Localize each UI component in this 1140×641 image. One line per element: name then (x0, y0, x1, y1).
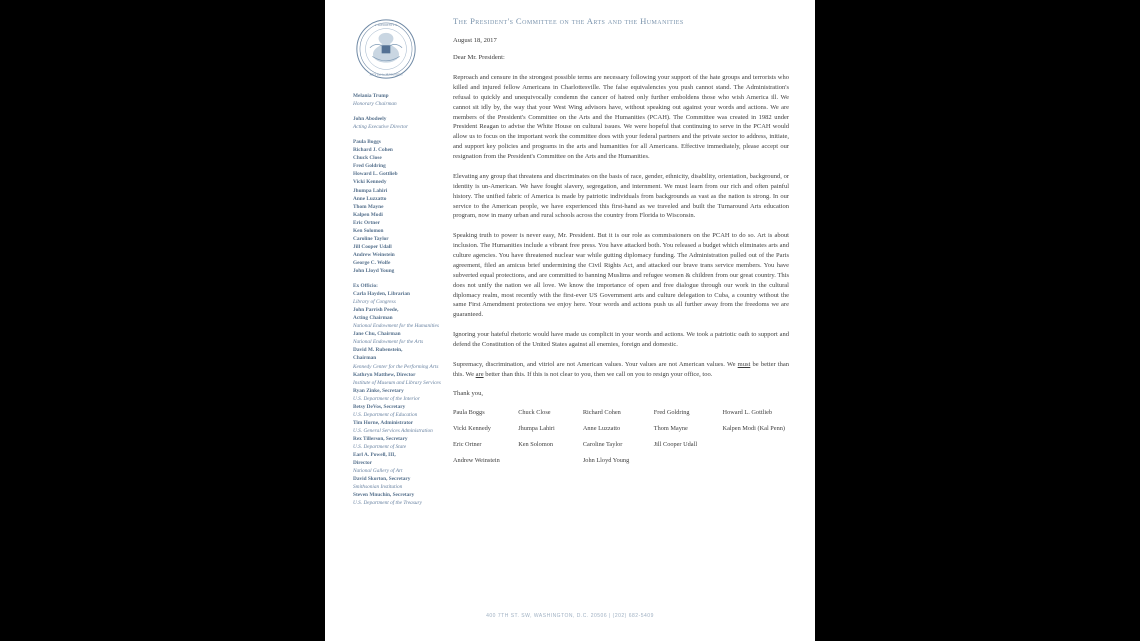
signature-grid (453, 409, 789, 473)
signer-name: Vicki Kennedy (453, 424, 491, 432)
rail-ex-officio-heading: Ex Officio: (353, 283, 378, 290)
letterhead-footer-address: 400 7TH ST. SW, WASHINGTON, D.C. 20506 | (202) 682-5409 (486, 613, 654, 619)
rail-person-name: David Skorton, Secretary (353, 476, 411, 483)
rail-person-org: U.S. General Services Administration (353, 427, 433, 434)
rail-person-name: Kathryn Matthew, Director (353, 371, 416, 378)
rail-person-name: Tim Horne, Administrator (353, 419, 414, 426)
signer-empty (654, 457, 723, 473)
rail-ex-officio-0 (353, 290, 445, 306)
rail-person-org: Smithsonian Institution (353, 484, 403, 491)
rail-member-1: Richard J. Cohen (353, 147, 393, 154)
rail-member-3: Fred Goldring (353, 163, 386, 170)
signature-row (453, 457, 789, 473)
letter-paragraph-0: Reproach and censure in the strongest possible terms are necessary following your support of the hate groups and terrorists who killed and injured fellow Americans in Charlottesville. The false equivalencies you push cannot stand. The Administration's refusal to quickly and unequivocally condemn the cancer of hatred only further emboldens those who wish America ill. We cannot sit idly by, the way that your West Wing advisors have, without speaking out against your words and actions. We are members of the President's Committee on the Arts and the Humanities (PCAH). The Committee was created in 1982 under President Reagan to advise the White House on cultural issues. We were hopeful that continuing to serve in the PCAH would allow us to focus on the important work the committee does with your federal partners and the private sector to address, initiate, and support key policies and programs in the arts and humanities for all Americans. Effective immediately, please accept our resignation from the President's Committee on the Arts and the Humanities. (453, 74, 789, 160)
rail-ex-officio-10 (353, 475, 445, 491)
rail-member-15: George C. Wolfe (353, 259, 391, 266)
signature-row (453, 425, 789, 441)
signer-name: Howard L. Gottlieb (722, 408, 773, 416)
rail-member-5: Vicki Kennedy (353, 179, 387, 186)
rail-executive-director (353, 115, 445, 131)
letter-paragraph-3: Ignoring your hateful rhetoric would have made us complicit in your words and actions. We took a patriotic oath to support and defend the Constitution of the United States against all enemies, foreign and domestic. (453, 331, 789, 348)
rail-ex-officio-5 (353, 387, 445, 403)
signer-name: Anne Luzzatto (582, 424, 621, 432)
rail-ex-officio-9 (353, 451, 445, 475)
rail-ex-officio-3 (353, 346, 445, 370)
rail-person-name: Jane Chu, Chairman (353, 331, 401, 338)
rail-ex-officio-8 (353, 435, 445, 451)
signer-name: Richard Cohen (582, 408, 621, 416)
rail-person-org: National Gallery of Art (353, 468, 403, 475)
letter-salutation: Dear Mr. President: (453, 54, 505, 61)
rail-ex-officio-7 (353, 419, 445, 435)
signer-name: Ken Solomon (518, 440, 554, 448)
rail-person-name: Carla Hayden, Librarian (353, 291, 410, 298)
rail-person-org: U.S. Department of State (353, 443, 407, 450)
rail-ex-officio-6 (353, 403, 445, 419)
rail-person-role: Director (353, 460, 373, 467)
rail-person-role: Acting Chairman (353, 315, 393, 322)
rail-member-list (353, 138, 445, 275)
rail-member-16: John Lloyd Young (353, 267, 395, 274)
signature-row (453, 441, 789, 457)
letterhead-title: The President's Committee on the Arts and the Humanities (453, 16, 684, 26)
rail-person-org: U.S. Department of the Treasury (353, 500, 422, 507)
rail-person-role: Chairman (353, 355, 377, 362)
signer-name: Thom Mayne (653, 424, 688, 432)
rail-person-name: Melania Trump (353, 93, 389, 100)
presidential-seal-icon (355, 18, 417, 80)
rail-honorary-chairman (353, 92, 445, 108)
rail-member-2: Chuck Close (353, 155, 382, 162)
signature-row (453, 409, 789, 425)
letter-paragraphs (453, 73, 789, 350)
rail-ex-officio-2 (353, 330, 445, 346)
signer-name: Andrew Weinstein (453, 456, 500, 464)
signer-empty (723, 441, 789, 457)
svg-text:★ PRESIDENT'S ★: ★ PRESIDENT'S ★ (374, 24, 398, 28)
rail-person-org: Institute of Museum and Library Services (353, 379, 441, 386)
signer-name: Fred Goldring (653, 408, 690, 416)
letter-date: August 18, 2017 (453, 37, 497, 44)
rail-person-name: Betsy DeVos, Secretary (353, 403, 406, 410)
signer-empty (518, 457, 583, 473)
rail-person-org: National Endowment for the Humanities (353, 323, 439, 330)
letter-paragraph-1: Elevating any group that threatens and discriminates on the basis of race, gender, ethnicity, disability, orientation, background, or identity is un-American. We have fought slavery, segregation, and internment. We must learn from our rich and often painful history. The unified fabric of America is made by patriotic individuals from backgrounds as vast as the nation is strong. In our service to the American people, we have experienced this first-hand as we traveled and built the Turnaround Arts education program, now in many urban and rural schools across the country from Florida to Wisconsin. (453, 172, 789, 220)
rail-member-6: Jhumpa Lahiri (353, 187, 388, 194)
signer-name: John Lloyd Young (582, 456, 630, 464)
signer-name: Kalpen Modi (Kal Penn) (722, 424, 785, 432)
signer-name: Chuck Close (518, 408, 551, 416)
rail-person-name: Ryan Zinke, Secretary (353, 387, 404, 394)
signer-name: Paula Boggs (453, 408, 485, 416)
rail-person-org: U.S. Department of Education (353, 411, 418, 418)
rail-member-9: Kalpen Modi (353, 211, 383, 218)
signer-name: Eric Ortner (453, 440, 482, 448)
rail-person-name: Rex Tillerson, Secretary (353, 435, 408, 442)
rail-member-7: Anne Luzzatto (353, 195, 387, 202)
rail-member-12: Caroline Taylor (353, 235, 389, 242)
signer-name: Jhumpa Lahiri (518, 424, 555, 432)
letter-final-paragraph: Supremacy, discrimination, and vitriol are not American values. Your values are not American values. We must be better than this. We are better than this. If this is not clear to you, then we call on you to resign your office, too. (453, 360, 790, 378)
rail-person-org: Library of Congress (353, 299, 396, 306)
letter-body (453, 16, 789, 473)
rail-ex-officio-11 (353, 491, 445, 507)
letter-closing: Thank you, (453, 389, 484, 397)
rail-member-14: Andrew Weinstein (353, 251, 395, 258)
rail-person-org: National Endowment for the Arts (353, 339, 424, 346)
letter-page (325, 0, 815, 641)
rail-person-name: Steven Mnuchin, Secretary (353, 492, 415, 499)
rail-member-11: Ken Solomon (353, 227, 384, 234)
rail-ex-officio-list (353, 290, 445, 507)
rail-member-13: Jill Cooper Udall (353, 243, 392, 250)
signer-name: Caroline Taylor (582, 440, 623, 448)
svg-text:ARTS and the HUMANITIES: ARTS and the HUMANITIES (369, 73, 403, 77)
letterhead-sidebar (353, 14, 445, 507)
rail-ex-officio-4 (353, 371, 445, 387)
rail-person-name: John Parrish Peede, (353, 307, 399, 314)
rail-ex-officio-1 (353, 306, 445, 330)
rail-member-0: Paula Boggs (353, 139, 381, 146)
rail-member-8: Thom Mayne (353, 203, 384, 210)
letter-paragraph-2: Speaking truth to power is never easy, Mr. President. But it is our role as commissioners on the PCAH to do so. Art is about inclusion. The Humanities include a vibrant free press. You have attacked both. You released a budget which eliminates arts and culture agencies. You have threatened nuclear war while gutting diplomacy funding. The Administration pulled out of the Paris agreement, filed an amicus brief undermining the Civil Rights Act, and attacked our brave trans service members. You have subverted equal protections, and are committed to banning Muslims and refugee women & children from our great country. This does not unify the nation we all love. We know the importance of open and free dialogue through our work in the cultural diplomacy realm, most recently with the first-ever US Government arts and culture delegation to Cuba, a country without the same First Amendment protections we enjoy here. Your words and actions push us all further away from the freedoms we are guaranteed. (453, 232, 789, 319)
rail-person-org: U.S. Department of the Interior (353, 395, 420, 402)
rail-person-name: David M. Rubenstein, (353, 347, 403, 354)
signer-empty (723, 457, 789, 473)
rail-person-org: Kennedy Center for the Performing Arts (353, 363, 439, 370)
rail-member-4: Howard L. Gottlieb (353, 171, 398, 178)
rail-person-title: Honorary Chairman (353, 101, 397, 108)
rail-person-name: John Abodeely (353, 116, 387, 123)
rail-person-title: Acting Executive Director (353, 124, 409, 131)
rail-person-name: Earl A. Powell, III, (353, 452, 396, 459)
rail-member-10: Eric Ortner (353, 219, 380, 226)
signer-name: Jill Cooper Udall (653, 440, 698, 448)
